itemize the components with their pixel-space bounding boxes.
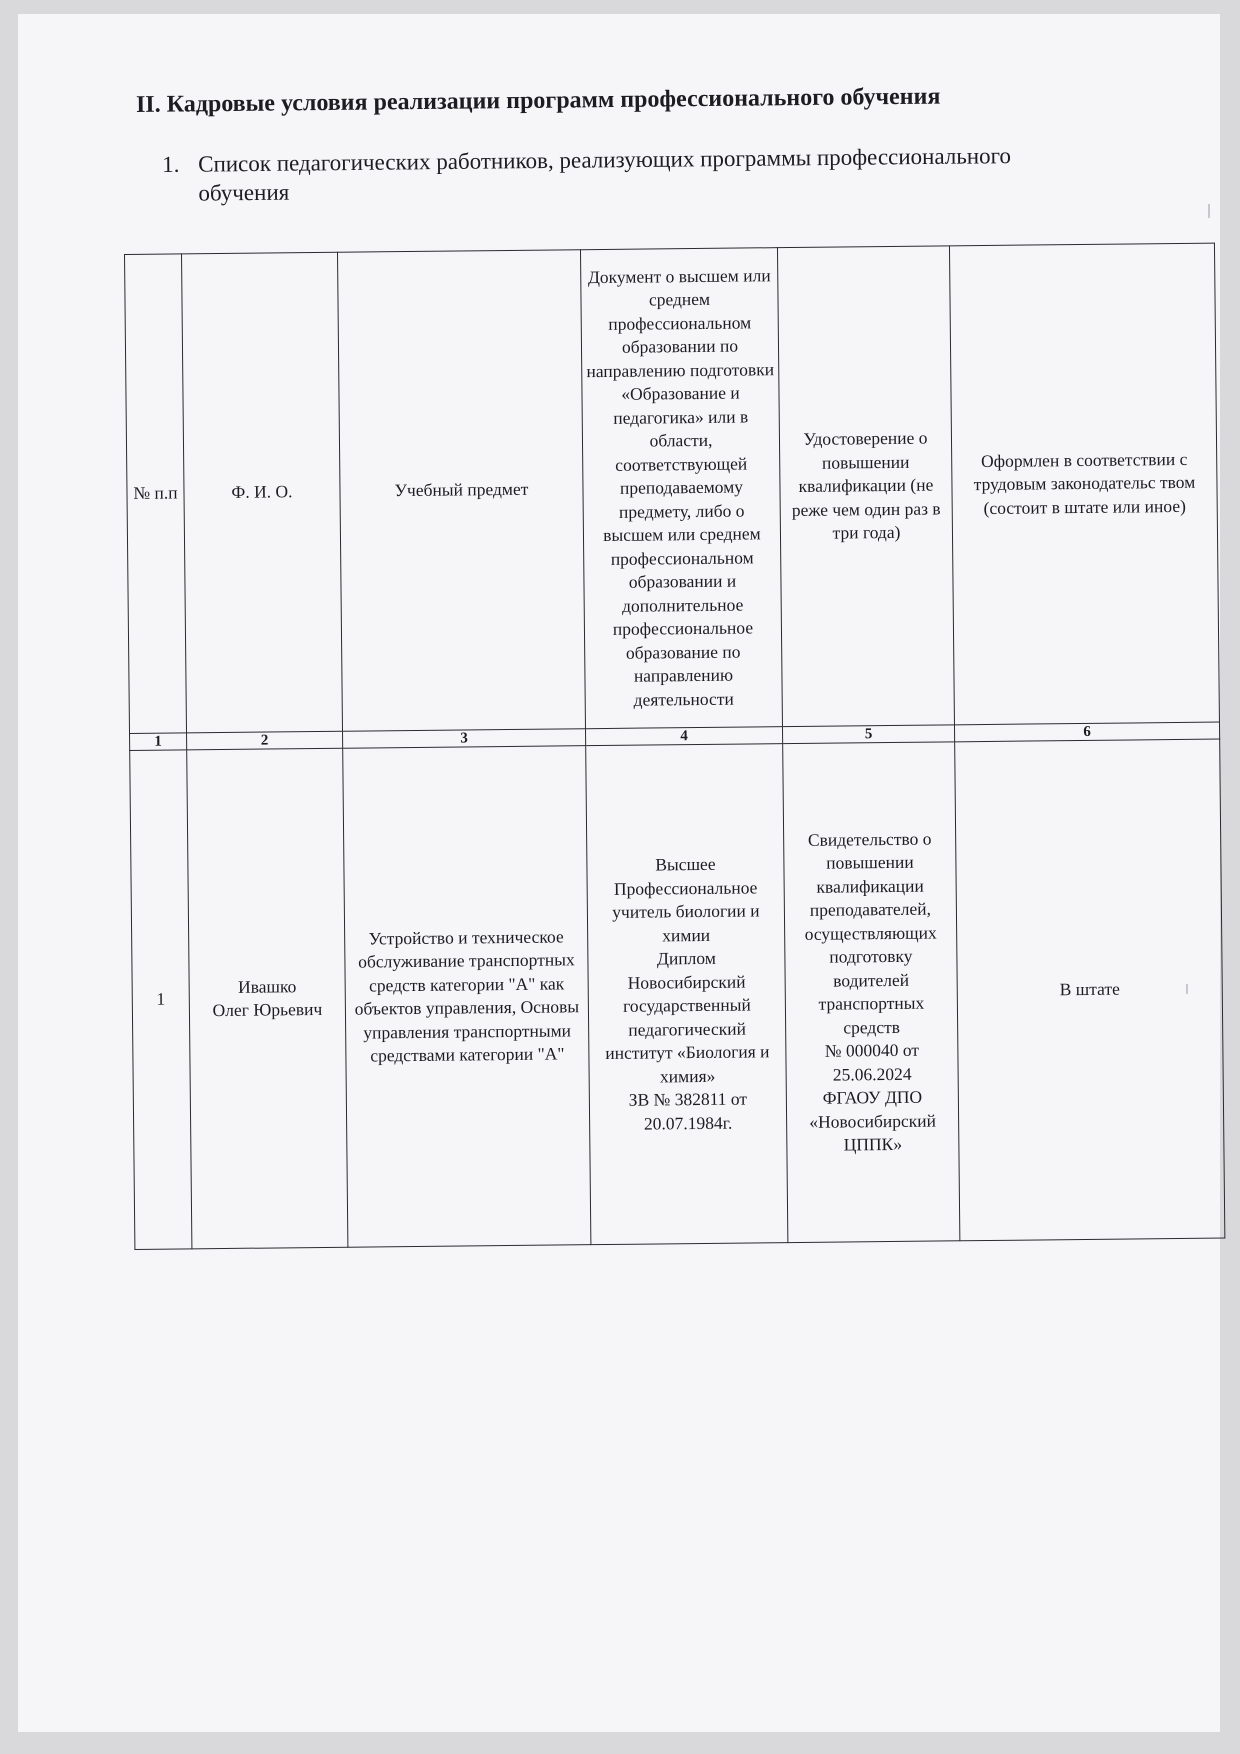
- scan-artifact: [1208, 204, 1210, 218]
- column-number: 4: [585, 727, 782, 746]
- header-number: № п.п: [125, 254, 187, 734]
- header-employment-status: Оформлен в соответствии с трудовым законодательс твом (состоит в штате или иное): [949, 243, 1219, 725]
- staff-table-container: [124, 243, 1224, 1250]
- teacher-employment: В штате: [955, 739, 1225, 1241]
- list-item-text: Список педагогических работников, реализующих программы профессионального обучения: [198, 143, 1012, 206]
- table-row: [130, 739, 1225, 1249]
- teacher-subject: Устройство и техническое обслуживание транспортных средств категории "А" как объектов управления, Основы управления транспортными средствами категории "А": [343, 746, 591, 1248]
- column-number: 2: [187, 731, 343, 750]
- column-number: 5: [782, 725, 954, 744]
- section-heading: II. Кадровые условия реализации программ профессионального обучения: [135, 83, 941, 118]
- staff-table: [124, 243, 1225, 1250]
- table-header-row: [125, 243, 1220, 733]
- header-qualification-certificate: Удостоверение о повышении квалификации (не реже чем один раз в три года): [777, 246, 954, 727]
- row-number: 1: [130, 750, 192, 1250]
- numbered-list-item: [162, 140, 1102, 206]
- column-number: 6: [954, 722, 1219, 742]
- column-number: 3: [343, 729, 586, 749]
- teacher-qualification: Свидетельство о повышении квалификации преподавателей, осуществляющих подготовку водителей транспортных средств № 000040 от 25.06.2024 ФГАОУ ДПО «Новосибирский ЦППК»: [783, 742, 960, 1243]
- scan-artifact: [1186, 984, 1188, 994]
- document-page: [18, 14, 1220, 1732]
- teacher-name: Ивашко Олег Юрьевич: [187, 748, 348, 1249]
- list-item-number: 1.: [162, 151, 180, 177]
- teacher-education: Высшее Профессиональное учитель биологии и химии Диплом Новосибирский государственный педагогический институт «Биология и химия» ЗВ № 382811 от 20.07.1984г.: [586, 744, 788, 1245]
- column-number: 1: [130, 733, 187, 751]
- header-full-name: Ф. И. О.: [182, 252, 343, 733]
- header-subject: Учебный предмет: [337, 250, 585, 732]
- header-education-document: Документ о высшем или среднем профессиональном образовании по направлению подготовки «Образование и педагогика» или в области, соответствующей преподаваемому предмету, либо о высшем или среднем профессиональном образовании и дополнительное профессиональное образование по направлению деятельности: [580, 248, 782, 729]
